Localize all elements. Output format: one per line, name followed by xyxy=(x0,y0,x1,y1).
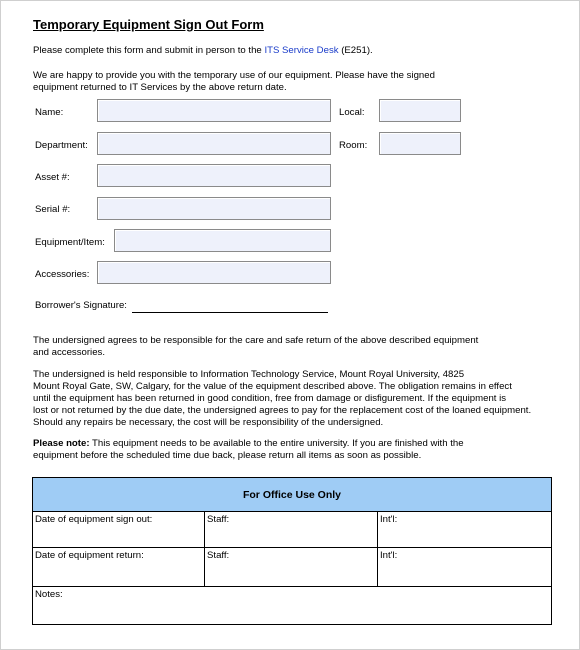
sign-out-staff-cell[interactable]: Staff: xyxy=(205,512,378,548)
sign-out-initials-cell[interactable]: Int'l: xyxy=(378,512,552,548)
intro-after-link: (E251). xyxy=(338,45,373,56)
office-use-table xyxy=(32,477,552,625)
liability-line-4: lost or not returned by the due date, the undersigned agrees to pay for the replacement cost of the loaned equipment. xyxy=(33,405,532,416)
asset-input[interactable] xyxy=(97,164,331,187)
room-input[interactable] xyxy=(379,132,461,155)
note-bold-label: Please note: xyxy=(33,438,90,449)
agreement-line-1: The undersigned agrees to be responsible for the care and safe return of the above described equipment xyxy=(33,335,479,346)
note-line-1 xyxy=(33,438,464,450)
return-staff-cell[interactable]: Staff: xyxy=(205,548,378,587)
intro-before-link: Please complete this form and submit in person to the xyxy=(33,45,265,56)
return-date-cell[interactable]: Date of equipment return: xyxy=(33,548,205,587)
note-line-2: equipment before the scheduled time due back, please return all items as soon as possible. xyxy=(33,450,422,461)
accessories-label: Accessories: xyxy=(35,269,90,280)
equipment-input[interactable] xyxy=(114,229,331,252)
asset-label: Asset #: xyxy=(35,172,70,183)
intro-text xyxy=(33,45,373,57)
equipment-label: Equipment/Item: xyxy=(35,237,105,248)
office-use-header: For Office Use Only xyxy=(33,478,552,512)
form-title: Temporary Equipment Sign Out Form xyxy=(33,17,264,32)
name-input[interactable] xyxy=(97,99,331,122)
department-label: Department: xyxy=(35,140,88,151)
its-service-desk-link[interactable]: ITS Service Desk xyxy=(264,45,339,56)
liability-line-5: Should any repairs be necessary, the cost will be responsibility of the undersigned. xyxy=(33,417,384,428)
return-initials-cell[interactable]: Int'l: xyxy=(378,548,552,587)
sign-out-date-cell[interactable]: Date of equipment sign out: xyxy=(33,512,205,548)
accessories-input[interactable] xyxy=(97,261,331,284)
liability-line-1: The undersigned is held responsible to Information Technology Service, Mount Royal University, 4825 xyxy=(33,369,465,380)
serial-label: Serial #: xyxy=(35,204,71,215)
liability-line-3: until the equipment has been returned in good condition, free from damage or disfigurement. If the equipment is xyxy=(33,393,507,404)
name-label: Name: xyxy=(35,107,64,118)
note-line-1-text: This equipment needs to be available to the entire university. If you are finished with the xyxy=(89,438,464,449)
notice-line-2: equipment returned to IT Services by the above return date. xyxy=(33,82,287,93)
notice-line-1: We are happy to provide you with the temporary use of our equipment. Please have the signed xyxy=(33,70,435,81)
signature-label: Borrower's Signature: xyxy=(35,300,127,311)
local-label: Local: xyxy=(339,107,365,118)
department-input[interactable] xyxy=(97,132,331,155)
room-label: Room: xyxy=(339,140,368,151)
liability-line-2: Mount Royal Gate, SW, Calgary, for the value of the equipment described above. The obligation remains in effect xyxy=(33,381,512,392)
agreement-line-2: and accessories. xyxy=(33,347,105,358)
local-input[interactable] xyxy=(379,99,461,122)
notes-cell[interactable]: Notes: xyxy=(33,587,552,625)
serial-input[interactable] xyxy=(97,197,331,220)
signature-line[interactable] xyxy=(132,312,328,313)
